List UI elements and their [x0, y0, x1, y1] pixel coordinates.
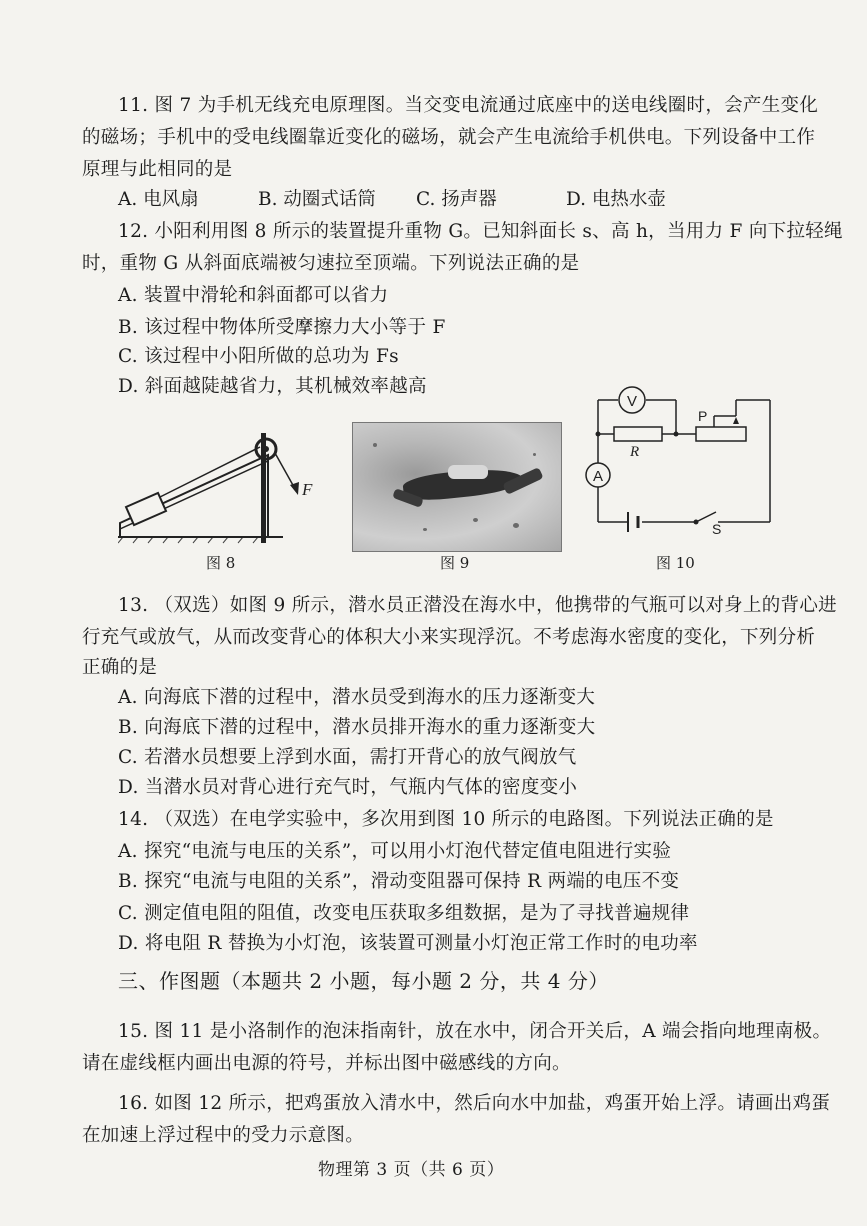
- q11-option-d: D. 电热水壶: [566, 189, 666, 210]
- voltmeter-label: V: [626, 393, 638, 410]
- q12-option-a: A. 装置中滑轮和斜面都可以省力: [118, 285, 389, 306]
- q13-option-b: B. 向海底下潜的过程中，潜水员排开海水的重力逐渐变大: [118, 717, 596, 738]
- q12-option-d: D. 斜面越陡越省力，其机械效率越高: [118, 376, 427, 397]
- resistor-r: [614, 427, 662, 441]
- q11-line2: 的磁场；手机中的受电线圈靠近变化的磁场，就会产生电流给手机供电。下列设备中工作: [82, 127, 816, 148]
- figure-8-incline-diagram: [118, 425, 328, 555]
- ammeter-label: A: [592, 468, 604, 485]
- incline-plane: [120, 455, 268, 537]
- figure-9-caption: 图 9: [440, 554, 470, 572]
- q13-line1: 13. （双选）如图 9 所示，潜水员正潜没在海水中，他携带的气瓶可以对身上的背心进: [118, 595, 837, 616]
- q11-options: [118, 186, 778, 214]
- q12-option-b: B. 该过程中物体所受摩擦力大小等于 F: [118, 317, 446, 338]
- q13-option-d: D. 当潜水员对背心进行充气时，气瓶内气体的密度变小: [118, 777, 578, 798]
- q11-option-c: C. 扬声器: [416, 189, 497, 210]
- switch-label: S: [712, 521, 722, 536]
- q11-option-b: B. 动圈式话筒: [258, 189, 376, 210]
- q12-line1: 12. 小阳利用图 8 所示的装置提升重物 G。已知斜面长 s、高 h，当用力 F 向下拉轻绳: [118, 221, 843, 242]
- figure-10-caption: 图 10: [656, 554, 695, 572]
- q15-line1: 15. 图 11 是小洛制作的泡沫指南针，放在水中，闭合开关后，A 端会指向地理南极。: [118, 1021, 832, 1042]
- pull-rope: [275, 453, 294, 487]
- q13-line3: 正确的是: [82, 657, 158, 678]
- figure-8-caption: 图 8: [206, 554, 236, 572]
- figure-9-diver-photo: [352, 422, 562, 552]
- q15-line2: 请在虚线框内画出电源的符号，并标出图中磁感线的方向。: [82, 1053, 571, 1074]
- resistor-label: R: [630, 444, 640, 460]
- q13-option-a: A. 向海底下潜的过程中，潜水员受到海水的压力逐渐变大: [118, 687, 596, 708]
- q11-option-a: A. 电风扇: [118, 189, 199, 210]
- page-footer: 物理第 3 页（共 6 页）: [318, 1160, 505, 1180]
- q16-line2: 在加速上浮过程中的受力示意图。: [82, 1125, 365, 1146]
- q11-line1: 11. 图 7 为手机无线充电原理图。当交变电流通过底座中的送电线圈时，会产生变化: [118, 95, 819, 116]
- q14-option-a: A. 探究“电流与电压的关系”，可以用小灯泡代替定值电阻进行实验: [118, 841, 672, 862]
- q14-option-c: C. 测定值电阻的阻值，改变电压获取多组数据，是为了寻找普遍规律: [118, 903, 690, 924]
- figure-10-circuit-diagram: [576, 386, 776, 536]
- section-3-heading: 三、作图题（本题共 2 小题，每小题 2 分，共 4 分）: [118, 969, 609, 993]
- q16-line1: 16. 如图 12 所示，把鸡蛋放入清水中，然后向水中加盐，鸡蛋开始上浮。请画出鸡蛋: [118, 1093, 831, 1114]
- force-arrow: [290, 482, 299, 495]
- q14-line1: 14. （双选）在电学实验中，多次用到图 10 所示的电路图。下列说法正确的是: [118, 809, 774, 830]
- slider-label: P: [698, 408, 708, 424]
- rheostat: [696, 427, 746, 441]
- q14-option-d: D. 将电阻 R 替换为小灯泡，该装置可测量小灯泡正常工作时的电功率: [118, 933, 698, 954]
- q11-line3: 原理与此相同的是: [82, 159, 233, 180]
- q13-line2: 行充气或放气，从而改变背心的体积大小来实现浮沉。不考虑海水密度的变化，下列分析: [82, 627, 816, 648]
- q12-line2: 时，重物 G 从斜面底端被匀速拉至顶端。下列说法正确的是: [82, 253, 580, 274]
- q13-option-c: C. 若潜水员想要上浮到水面，需打开背心的放气阀放气: [118, 747, 577, 768]
- force-label-f: F: [302, 480, 313, 499]
- q14-option-b: B. 探究“电流与电阻的关系”，滑动变阻器可保持 R 两端的电压不变: [118, 871, 680, 892]
- q12-option-c: C. 该过程中小阳所做的总功为 Fs: [118, 346, 399, 367]
